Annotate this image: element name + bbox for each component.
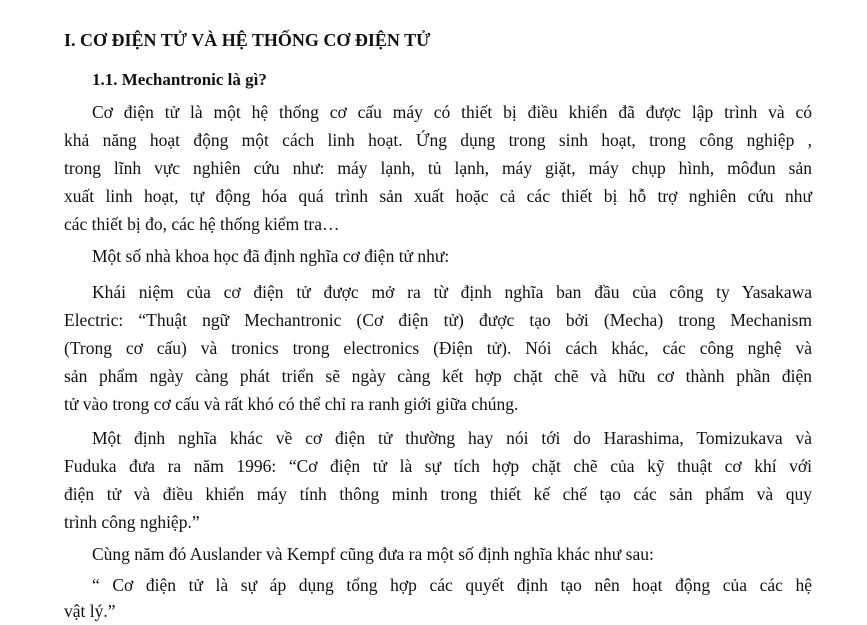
- paragraph-line: tử vào trong cơ cấu và rất khó có thể chỉ ra ranh giới giữa chúng.: [64, 394, 519, 414]
- paragraph-line: các thiết bị đo, các hệ thống kiểm tra…: [64, 214, 340, 234]
- section-title: I. CƠ ĐIỆN TỬ VÀ HỆ THỐNG CƠ ĐIỆN TỬ: [64, 30, 431, 50]
- paragraph-line: (Trong cơ cấu) và tronics trong electronics (Điện tử). Nói cách khác, các công nghệ và: [64, 338, 812, 358]
- paragraph-line: trong lĩnh vực nghiên cứu như: máy lạnh, tủ lạnh, máy giặt, máy chụp hình, môđun sản: [64, 158, 812, 178]
- paragraph-line: trình công nghiệp.”: [64, 512, 200, 532]
- paragraph-line: Một số nhà khoa học đã định nghĩa cơ điện tử như:: [92, 246, 450, 266]
- subsection-title: 1.1. Mechantronic là gì?: [92, 70, 267, 89]
- paragraph-line: Một định nghĩa khác về cơ điện tử thường hay nói tới do Harashima, Tomizukava và: [92, 428, 812, 448]
- paragraph-line: Electric: “Thuật ngữ Mechantronic (Cơ điện tử) được tạo bởi (Mecha) trong Mechanism: [64, 310, 812, 330]
- paragraph-line: Khái niệm của cơ điện tử được mở ra từ định nghĩa ban đầu của công ty Yasakawa: [92, 282, 812, 302]
- quote-line: “ Cơ điện tử là sự áp dụng tổng hợp các quyết định tạo nên hoạt động của các hệ: [92, 575, 812, 595]
- paragraph-line: khả năng hoạt động một cách linh hoạt. Ứng dụng trong sinh hoạt, trong công nghiệp ,: [64, 130, 812, 150]
- paragraph-line: Fuduka đưa ra năm 1996: “Cơ điện tử là sự tích hợp chặt chẽ của kỹ thuật cơ khí với: [64, 456, 812, 476]
- paragraph-line: Cùng năm đó Auslander và Kempf cũng đưa ra một số định nghĩa khác như sau:: [92, 544, 654, 564]
- paragraph-line: xuất linh hoạt, tự động hóa quá trình sản xuất hoặc cả các thiết bị hỗ trợ nghiên cứu như: [64, 186, 812, 206]
- paragraph-line: điện tử và điều khiển máy tính thông minh trong thiết kế chế tạo các sản phẩm và quy: [64, 484, 812, 504]
- quote-line: vật lý.”: [64, 601, 116, 621]
- paragraph-line: Cơ điện tử là một hệ thống cơ cấu máy có thiết bị điều khiển đã được lập trình và có: [92, 102, 812, 122]
- paragraph-line: sản phẩm ngày càng phát triển sẽ ngày càng kết hợp chặt chẽ và hữu cơ thành phần điện: [64, 366, 812, 386]
